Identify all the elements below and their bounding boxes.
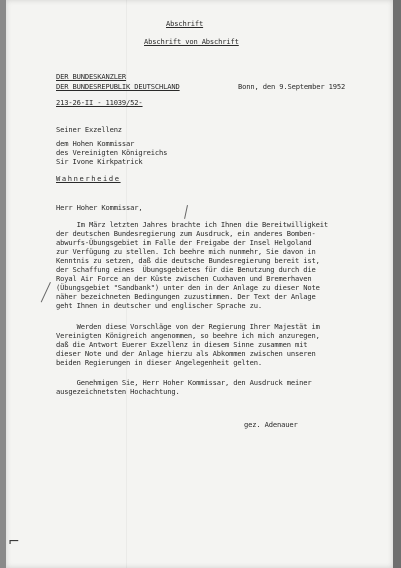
- recipient-city: Wahnerheide: [56, 174, 121, 183]
- body-line: geht Ihnen in deutscher und englischer Sprache zu.: [56, 301, 263, 310]
- body-line: näher bezeichneten Bedingungen zuzustimmen. Der Text der Anlage: [56, 292, 316, 301]
- document-page: [6, 0, 393, 568]
- body-line: abwurfs-Übungsgebiet im Falle der Freigabe der Insel Helgoland: [56, 238, 312, 247]
- body-line: Vereinigten Königreich angenommen, so beehre ich mich anzuregen,: [56, 331, 320, 340]
- recipient-line-2: dem Hohen Kommissar: [56, 139, 135, 148]
- handwritten-initial-mark: ⌐: [8, 534, 20, 550]
- body-line: der Schaffung eines Übungsgebietes für die Benutzung durch die: [56, 265, 316, 274]
- heading-abschrift-von-abschrift: Abschrift von Abschrift: [144, 37, 239, 46]
- salutation: Herr Hoher Kommissar,: [56, 203, 143, 212]
- signature: gez. Adenauer: [244, 420, 298, 429]
- pencil-margin-mark: [41, 282, 51, 302]
- recipient-line-4: Sir Ivone Kirkpatrick: [56, 157, 143, 166]
- reference-number: 213-26-II - 11039/52-: [56, 98, 143, 107]
- sender-line-1: DER BUNDESKANZLER: [56, 72, 127, 81]
- body-line: (Übungsgebiet "Sandbank") unter den in der Anlage zu dieser Note: [56, 283, 320, 292]
- body-line: Werden diese Vorschläge von der Regierung Ihrer Majestät im: [56, 322, 320, 331]
- body-line: Royal Air Force an der Küste zwischen Cuxhaven und Bremerhaven: [56, 274, 312, 283]
- body-line: daß die Antwort Euerer Exzellenz in diesem Sinne zusammen mit: [56, 340, 308, 349]
- body-line: zur Verfügung zu stellen. Ich beehre mich nunmehr, Sie davon in: [56, 247, 316, 256]
- body-line: beiden Regierungen in dieser Angelegenheit gelten.: [56, 358, 263, 367]
- place-date: Bonn, den 9.September 1952: [238, 82, 346, 91]
- body-line: ausgezeichnetsten Hochachtung.: [56, 387, 180, 396]
- body-line: der deutschen Bundesregierung zum Ausdruck, ein anderes Bomben-: [56, 229, 316, 238]
- heading-abschrift: Abschrift: [166, 19, 204, 28]
- page-edge-shadow: [393, 0, 401, 568]
- body-line: Genehmigen Sie, Herr Hoher Kommissar, den Ausdruck meiner: [56, 378, 312, 387]
- body-line: Kenntnis zu setzen, daß die deutsche Bundesregierung bereit ist,: [56, 256, 320, 265]
- sender-line-2: DER BUNDESREPUBLIK DEUTSCHLAND: [56, 82, 180, 91]
- body-line: dieser Note und der Anlage hierzu als Abkommen zwischen unseren: [56, 349, 316, 358]
- recipient-line-1: Seiner Exzellenz: [56, 125, 122, 134]
- pencil-mark: [184, 205, 188, 219]
- recipient-line-3: des Vereinigten Königreichs: [56, 148, 168, 157]
- body-line: Im März letzten Jahres brachte ich Ihnen die Bereitwilligkeit: [56, 220, 328, 229]
